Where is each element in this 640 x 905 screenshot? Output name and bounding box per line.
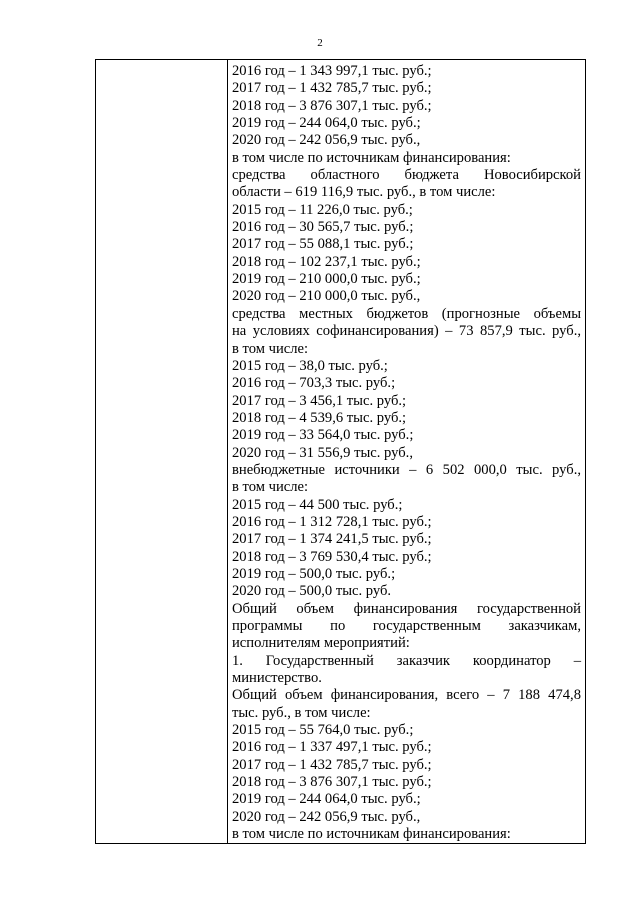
text-line: 2017 год – 3 456,1 тыс. руб.; <box>232 392 407 409</box>
funding-table <box>95 59 586 844</box>
text-line: средства областного бюджета Новосибирской <box>232 167 581 184</box>
text-line: 2020 год – 500,0 тыс. руб. <box>232 583 392 600</box>
text-line: 2017 год – 55 088,1 тыс. руб.; <box>232 236 414 253</box>
text-line: 2018 год – 4 539,6 тыс. руб.; <box>232 409 407 426</box>
text-line: Общий объем финансирования, всего – 7 188 474,8 <box>232 687 581 704</box>
text-line: области – 619 116,9 тыс. руб., в том числе: <box>232 184 496 201</box>
page-number: 2 <box>317 37 323 49</box>
text-line: 2016 год – 1 343 997,1 тыс. руб.; <box>232 63 432 79</box>
table-right-cell <box>228 60 585 843</box>
text-line: 2016 год – 703,3 тыс. руб.; <box>232 375 396 392</box>
text-line: 2018 год – 3 876 307,1 тыс. руб.; <box>232 774 432 791</box>
text-line: программы по государственным заказчикам, <box>232 618 581 634</box>
text-line: 2017 год – 1 432 785,7 тыс. руб.; <box>232 756 432 773</box>
text-line: тыс. руб., в том числе: <box>232 704 371 721</box>
text-line: 2017 год – 1 374 241,5 тыс. руб.; <box>232 531 432 548</box>
text-line: в том числе: <box>232 340 309 357</box>
text-line: 2016 год – 1 312 728,1 тыс. руб.; <box>232 513 432 530</box>
text-line: 2016 год – 1 337 497,1 тыс. руб.; <box>232 739 432 756</box>
text-line: средства местных бюджетов (прогнозные объемы <box>232 305 581 322</box>
text-line: 2020 год – 242 056,9 тыс. руб., <box>232 132 421 149</box>
table-left-cell <box>96 60 228 843</box>
text-line: 2019 год – 33 564,0 тыс. руб.; <box>232 427 414 444</box>
text-line: исполнителям мероприятий: <box>232 635 410 652</box>
text-line: в том числе по источникам финансирования: <box>232 149 511 166</box>
text-line: 2017 год – 1 432 785,7 тыс. руб.; <box>232 80 432 97</box>
text-line: 2019 год – 210 000,0 тыс. руб.; <box>232 271 421 288</box>
text-line: 2018 год – 102 237,1 тыс. руб.; <box>232 253 421 270</box>
text-line: 2015 год – 38,0 тыс. руб.; <box>232 357 388 374</box>
text-line: на условиях софинансирования) – 73 857,9 тыс. руб., <box>232 323 581 340</box>
text-line: 2020 год – 31 556,9 тыс. руб., <box>232 444 413 461</box>
text-line: 2019 год – 244 064,0 тыс. руб.; <box>232 791 421 808</box>
text-line: 1. Государственный заказчик координатор – <box>232 652 581 669</box>
text-line: 2019 год – 500,0 тыс. руб.; <box>232 565 396 582</box>
text-line: 2018 год – 3 769 530,4 тыс. руб.; <box>232 548 432 565</box>
text-line: 2015 год – 55 764,0 тыс. руб.; <box>232 722 414 739</box>
text-line: 2015 год – 11 226,0 тыс. руб.; <box>232 201 413 218</box>
text-line: в том числе по источникам финансирования: <box>232 826 511 843</box>
text-line: министерство. <box>232 670 322 687</box>
text-line: 2016 год – 30 565,7 тыс. руб.; <box>232 219 414 236</box>
text-line: внебюджетные источники – 6 502 000,0 тыс. руб., <box>232 461 581 478</box>
text-line: Общий объем финансирования государственной <box>232 600 581 617</box>
text-line: 2019 год – 244 064,0 тыс. руб.; <box>232 115 421 132</box>
text-line: 2015 год – 44 500 тыс. руб.; <box>232 496 403 513</box>
text-line: в том числе: <box>232 479 309 496</box>
text-line: 2020 год – 210 000,0 тыс. руб., <box>232 288 421 305</box>
text-line: 2020 год – 242 056,9 тыс. руб., <box>232 808 421 825</box>
text-line: 2018 год – 3 876 307,1 тыс. руб.; <box>232 97 432 114</box>
